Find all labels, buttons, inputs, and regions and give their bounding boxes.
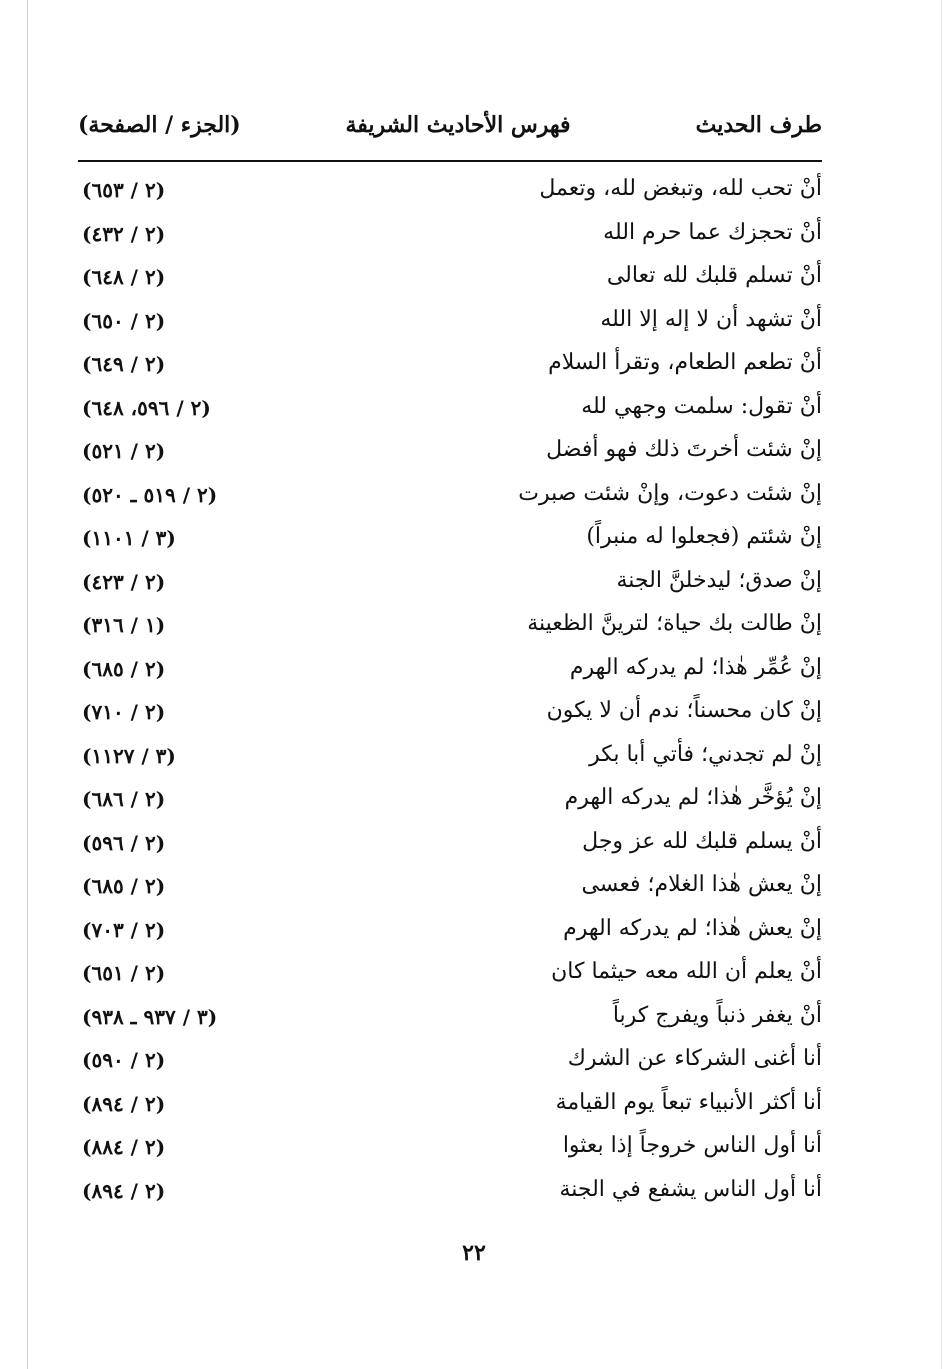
list-item [78,1086,822,1130]
hadith-text: أنا أكثر الأنبياء تبعاً يوم القيامة [555,1089,822,1115]
hadith-text: إنْ طالت بك حياة؛ لترينَّ الظعينة [527,611,822,636]
scan-edge-line [27,0,28,1369]
list-item [78,216,822,260]
header-title: فهرس الأحاديث الشريفة [345,112,571,138]
hadith-text: إنْ صدق؛ ليدخلنَّ الجنة [616,567,822,593]
volume-page-ref: (٢ / ٦٥٣) [82,178,166,202]
list-item [78,1129,822,1173]
table-header [78,112,822,152]
list-item [78,694,822,738]
volume-page-ref: (٢ / ٧٠٣) [82,917,166,942]
hadith-text: إنْ يُؤخَّر هٰذا؛ لم يدركه الهرم [564,785,822,810]
volume-page-ref: (٢ / ٨٩٤) [82,1178,166,1203]
hadith-text: إنْ يعش هٰذا الغلام؛ فعسى [581,872,822,897]
list-item [78,1173,822,1217]
hadith-text: إنْ شئت أخرتَ ذلك فهو أفضل [546,437,822,462]
list-item [78,781,822,825]
hadith-text: أنْ تحجزك عما حرم الله [603,219,822,245]
hadith-text: أنْ يسلم قلبك لله عز وجل [582,828,822,854]
list-item [78,346,822,390]
list-item [78,825,822,869]
volume-page-ref: (٢ / ٨٨٤) [82,1135,166,1159]
volume-page-ref: (٢ / ٦٨٥) [82,874,166,898]
volume-page-ref: (٢ / ٦٨٥) [82,656,166,681]
hadith-text: إنْ عُمِّر هٰذا؛ لم يدركه الهرم [569,654,822,680]
header-divider [78,160,822,162]
volume-page-ref: (٢ / ٦٨٦) [82,787,166,811]
hadith-text: أنْ تطعم الطعام، وتقرأ السلام [548,350,822,375]
volume-page-ref: (٢ / ٥٢١) [82,439,166,463]
list-item [78,868,822,912]
hadith-index-list [78,172,822,1216]
volume-page-ref: (١ / ٣١٦) [82,613,166,637]
volume-page-ref: (٢ / ٦٤٩) [82,352,166,376]
hadith-text: إنْ لم تجدني؛ فأتي أبا بكر [589,741,822,767]
scan-edge-line-right [941,0,942,1369]
hadith-text: أنا أغنى الشركاء عن الشرك [567,1046,822,1071]
hadith-text: إنْ يعش هٰذا؛ لم يدركه الهرم [563,915,822,941]
list-item [78,912,822,956]
volume-page-ref: (٣ / ١١٠١) [82,526,176,550]
volume-page-ref: (٢ / ٥٩٦، ٦٤٨) [82,395,211,420]
volume-page-ref: (٢ / ٦٤٨) [82,265,166,289]
list-item [78,738,822,782]
list-item [78,955,822,999]
list-item [78,999,822,1043]
volume-page-ref: (٢ / ٦٥١) [82,961,166,985]
hadith-text: إنْ كان محسناً؛ ندم أن لا يكون [546,698,822,723]
header-hadith-start-label: طرف الحديث [695,112,822,138]
list-item [78,433,822,477]
volume-page-ref: (٢ / ٤٣٢) [82,221,166,246]
hadith-text: أنْ تشهد أن لا إله إلا الله [600,306,822,332]
list-item [78,607,822,651]
list-item [78,651,822,695]
volume-page-ref: (٢ / ٥٩٠) [82,1048,166,1072]
volume-page-ref: (٣ / ٩٣٧ ـ ٩٣٨) [82,1004,218,1029]
list-item [78,390,822,434]
volume-page-ref: (٢ / ٤٢٣) [82,569,166,594]
list-item [78,1042,822,1086]
hadith-text: أنْ تحب لله، وتبغض لله، وتعمل [539,176,822,201]
volume-page-ref: (٢ / ٦٥٠) [82,308,166,333]
hadith-text: إنْ شئتم (فجعلوا له منبراً) [586,524,822,549]
volume-page-ref: (٢ / ٨٩٤) [82,1091,166,1116]
list-item [78,172,822,216]
hadith-text: إنْ شئت دعوت، وإنْ شئت صبرت [518,480,822,506]
volume-page-ref: (٢ / ٧١٠) [82,700,166,724]
list-item [78,477,822,521]
list-item [78,303,822,347]
list-item [78,520,822,564]
header-volume-page-label: (الجزء / الصفحة) [78,112,241,138]
hadith-text: أنْ تقول: سلمت وجهي لله [581,393,822,419]
list-item [78,259,822,303]
volume-page-ref: (٣ / ١١٢٧) [82,743,176,768]
hadith-text: أنْ تسلم قلبك لله تعالى [606,263,822,288]
volume-page-ref: (٢ / ٥٩٦) [82,830,166,855]
hadith-text: أنْ يعلم أن الله معه حيثما كان [551,959,822,984]
page-number: ٢٢ [462,1240,486,1266]
list-item [78,564,822,608]
volume-page-ref: (٢ / ٥١٩ ـ ٥٢٠) [82,482,218,507]
hadith-text: أنا أول الناس يشفع في الجنة [559,1176,822,1202]
hadith-text: أنا أول الناس خروجاً إذا بعثوا [562,1133,822,1158]
hadith-text: أنْ يغفر ذنباً ويفرج كرباً [612,1002,822,1028]
